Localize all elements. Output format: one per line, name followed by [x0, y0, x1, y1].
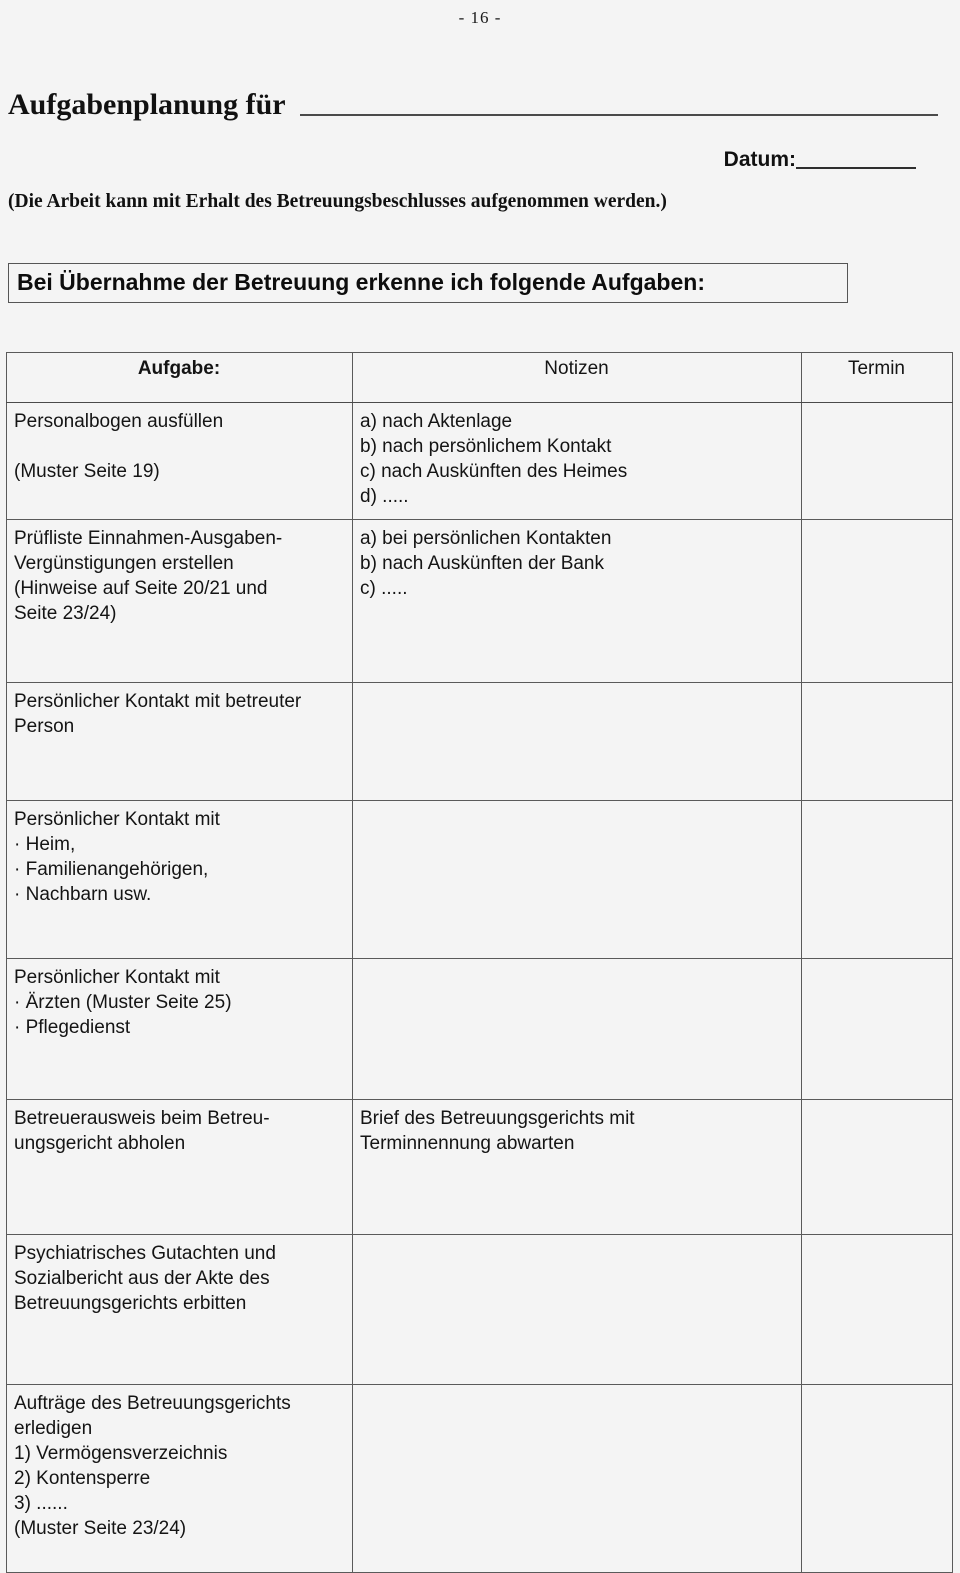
- cell-line: Betreuungsgerichts erbitten: [14, 1293, 247, 1314]
- term-cell[interactable]: [802, 520, 953, 683]
- cell-line: · Ärzten (Muster Seite 25): [14, 992, 232, 1013]
- cell-line: Terminnennung abwarten: [360, 1133, 575, 1154]
- term-cell[interactable]: [802, 683, 953, 801]
- cell-line: c) nach Auskünften des Heimes: [360, 461, 628, 482]
- task-cell: [7, 683, 353, 801]
- section-heading-box: Bei Übernahme der Betreuung erkenne ich folgende Aufgaben:: [8, 263, 848, 303]
- cell-line: ungsgericht abholen: [14, 1133, 186, 1154]
- task-cell: [7, 1385, 353, 1573]
- cell-line: Vergünstigungen erstellen: [14, 553, 234, 574]
- term-cell[interactable]: [802, 801, 953, 959]
- task-planning-table: [6, 352, 953, 1573]
- cell-line: · Familienangehörigen,: [14, 859, 209, 880]
- cell-line: · Nachbarn usw.: [14, 884, 152, 905]
- cell-line: 3) ......: [14, 1493, 68, 1514]
- cell-line: Aufträge des Betreuungsgerichts: [14, 1393, 291, 1414]
- cell-line: Person: [14, 716, 75, 737]
- cell-line: Personalbogen ausfüllen: [14, 411, 224, 432]
- term-cell[interactable]: [802, 403, 953, 520]
- datum-label: Datum:: [723, 148, 796, 171]
- cell-text: [14, 1106, 344, 1156]
- notes-cell: [353, 1235, 802, 1385]
- table-row: [7, 520, 953, 683]
- table-row: [7, 1235, 953, 1385]
- cell-line: c) .....: [360, 578, 408, 599]
- column-header-notes: Notizen: [353, 353, 802, 403]
- table-row: [7, 959, 953, 1100]
- cell-line: Brief des Betreuungsgerichts mit: [360, 1108, 635, 1129]
- cell-line: a) bei persönlichen Kontakten: [360, 528, 612, 549]
- cell-text: [14, 689, 344, 739]
- table-header-row: [7, 353, 953, 403]
- table-row: [7, 801, 953, 959]
- task-cell: [7, 1100, 353, 1235]
- cell-line: · Heim,: [14, 834, 76, 855]
- cell-line: a) nach Aktenlage: [360, 411, 513, 432]
- cell-line: Persönlicher Kontakt mit: [14, 967, 220, 988]
- cell-line: Seite 23/24): [14, 603, 117, 624]
- notes-cell: [353, 1385, 802, 1573]
- cell-line: (Muster Seite 19): [14, 461, 160, 482]
- term-cell[interactable]: [802, 1235, 953, 1385]
- table-body: [7, 403, 953, 1573]
- notes-cell: [353, 1100, 802, 1235]
- title-fill-in-line[interactable]: [300, 113, 938, 116]
- cell-line: Sozialbericht aus der Akte des: [14, 1268, 270, 1289]
- task-cell: [7, 1235, 353, 1385]
- task-cell: [7, 520, 353, 683]
- column-header-task: Aufgabe:: [7, 353, 353, 403]
- cell-line: b) nach persönlichem Kontakt: [360, 436, 612, 457]
- cell-line: b) nach Auskünften der Bank: [360, 553, 604, 574]
- cell-text: [14, 409, 344, 484]
- notes-cell: [353, 683, 802, 801]
- cell-line: 1) Vermögensverzeichnis: [14, 1443, 228, 1464]
- term-cell[interactable]: [802, 959, 953, 1100]
- cell-text: [14, 1391, 344, 1541]
- table-row: [7, 1385, 953, 1573]
- datum-row: [0, 148, 916, 172]
- cell-line: d) .....: [360, 486, 409, 507]
- term-cell[interactable]: [802, 1385, 953, 1573]
- cell-line: Prüfliste Einnahmen-Ausgaben-: [14, 528, 283, 549]
- cell-text: [360, 409, 793, 509]
- cell-text: [14, 1241, 344, 1316]
- task-cell: [7, 801, 353, 959]
- cell-line: Persönlicher Kontakt mit: [14, 809, 220, 830]
- task-cell: [7, 403, 353, 520]
- instruction-note: (Die Arbeit kann mit Erhalt des Betreuungsbeschlusses aufgenommen werden.): [8, 191, 667, 212]
- table-row: [7, 1100, 953, 1235]
- cell-text: [360, 1106, 793, 1156]
- title-row: [8, 88, 938, 122]
- page-number: - 16 -: [458, 8, 502, 27]
- cell-text: [14, 965, 344, 1040]
- cell-text: [14, 526, 344, 626]
- table-row: [7, 403, 953, 520]
- cell-line: Persönlicher Kontakt mit betreuter: [14, 691, 302, 712]
- cell-line: · Pflegedienst: [14, 1017, 131, 1038]
- cell-line: Psychiatrisches Gutachten und: [14, 1243, 276, 1264]
- term-cell[interactable]: [802, 1100, 953, 1235]
- column-header-term: Termin: [802, 353, 953, 403]
- cell-line: (Muster Seite 23/24): [14, 1518, 187, 1539]
- table-head: [7, 353, 953, 403]
- table-row: [7, 683, 953, 801]
- notes-cell: [353, 801, 802, 959]
- cell-line: (Hinweise auf Seite 20/21 und: [14, 578, 268, 599]
- notes-cell: [353, 520, 802, 683]
- cell-line: 2) Kontensperre: [14, 1468, 151, 1489]
- notes-cell: [353, 403, 802, 520]
- cell-line: [14, 434, 344, 459]
- page-title: Aufgabenplanung für: [8, 88, 286, 121]
- notes-cell: [353, 959, 802, 1100]
- task-cell: [7, 959, 353, 1100]
- cell-text: [360, 526, 793, 601]
- cell-line: Betreuerausweis beim Betreu-: [14, 1108, 270, 1129]
- cell-line: erledigen: [14, 1418, 93, 1439]
- datum-fill-in-line[interactable]: [796, 166, 916, 169]
- cell-text: [14, 807, 344, 907]
